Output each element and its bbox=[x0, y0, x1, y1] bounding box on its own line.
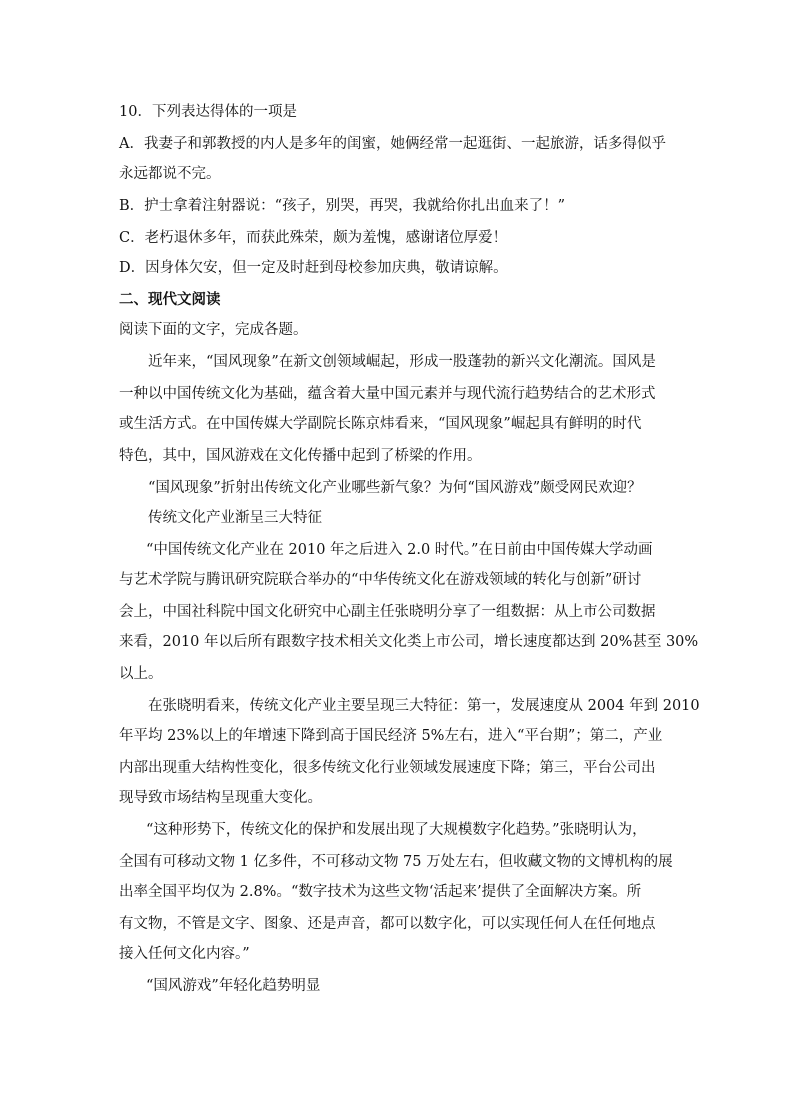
question-stem: 10．下列表达得体的一项是 bbox=[119, 104, 297, 120]
paragraph-2: “国风现象”折射出传统文化产业哪些新气象？为何“国风游戏”颇受网民欢迎？ bbox=[148, 480, 642, 496]
subheading-2: “国风游戏”年轻化趋势明显 bbox=[146, 978, 321, 994]
paragraph-4-line-3: 内部出现重大结构性变化，很多传统文化行业领域发展速度下降；第三，平台公司出 bbox=[119, 760, 656, 776]
section-title: 二、现代文阅读 bbox=[119, 291, 221, 308]
option-a-line-2: 永远都说不完。 bbox=[119, 166, 221, 182]
paragraph-5-line-1: “这种形势下，传统文化的保护和发展出现了大规模数字化趋势。”张晓明认为， bbox=[146, 822, 647, 838]
subheading-1: 传统文化产业渐呈三大特征 bbox=[148, 510, 322, 526]
paragraph-3-line-1: “中国传统文化产业在 2010 年之后进入 2.0 时代。”在日前由中国传媒大学动画 bbox=[146, 542, 653, 558]
paragraph-4-line-2: 年平均 23%以上的年增速下降到高于国民经济 5%左右，进入“平台期”；第二，产业 bbox=[119, 728, 663, 744]
section-instruction: 阅读下面的文字，完成各题。 bbox=[119, 322, 308, 338]
paragraph-3-line-5: 以上。 bbox=[119, 666, 163, 682]
paragraph-1-line-3: 或生活方式。在中国传媒大学副院长陈京炜看来，“国风现象”崛起具有鲜明的时代 bbox=[119, 416, 642, 432]
paragraph-1-line-2: 一种以中国传统文化为基础，蕴含着大量中国元素并与现代流行趋势结合的艺术形式 bbox=[119, 386, 656, 402]
paragraph-5-line-4: 有文物，不管是文字、图象、还是声音，都可以数字化，可以实现任何人在任何地点 bbox=[119, 916, 656, 932]
paragraph-5-line-5: 接入任何文化内容。” bbox=[119, 946, 250, 962]
paragraph-5-line-2: 全国有可移动文物 1 亿多件，不可移动文物 75 万处左右，但收藏文物的文博机构的展 bbox=[119, 854, 673, 870]
paragraph-4-line-1: 在张晓明看来，传统文化产业主要呈现三大特征：第一，发展速度从 2004 年到 2010 bbox=[148, 698, 700, 714]
option-b: B．护士拿着注射器说：“孩子，别哭，再哭，我就给你扎出血来了！” bbox=[119, 198, 565, 214]
paragraph-1-line-4: 特色，其中，国风游戏在文化传播中起到了桥梁的作用。 bbox=[119, 448, 482, 464]
option-a-line-1: A．我妻子和郭教授的内人是多年的闺蜜，她俩经常一起逛街、一起旅游，话多得似乎 bbox=[119, 136, 666, 152]
option-c: C．老朽退休多年，而获此殊荣，颇为羞愧，感谢诸位厚爱！ bbox=[119, 230, 508, 246]
paragraph-3-line-2: 与艺术学院与腾讯研究院联合举办的“中华传统文化在游戏领域的转化与创新”研讨 bbox=[119, 572, 642, 588]
paragraph-4-line-4: 现导致市场结构呈现重大变化。 bbox=[119, 790, 322, 806]
option-d: D．因身体欠安，但一定及时赶到母校参加庆典，敬请谅解。 bbox=[119, 260, 508, 276]
paragraph-3-line-4: 来看，2010 年以后所有跟数字技术相关文化类上市公司，增长速度都达到 20%甚至 30% bbox=[119, 634, 699, 650]
paragraph-5-line-3: 出率全国平均仅为 2.8%。“数字技术为这些文物‘活起来’提供了全面解决方案。所 bbox=[119, 884, 642, 900]
paragraph-1-line-1: 近年来，“国风现象”在新文创领域崛起，形成一股蓬勃的新兴文化潮流。国风是 bbox=[148, 354, 656, 370]
paragraph-3-line-3: 会上，中国社科院中国文化研究中心副主任张晓明分享了一组数据：从上市公司数据 bbox=[119, 604, 656, 620]
